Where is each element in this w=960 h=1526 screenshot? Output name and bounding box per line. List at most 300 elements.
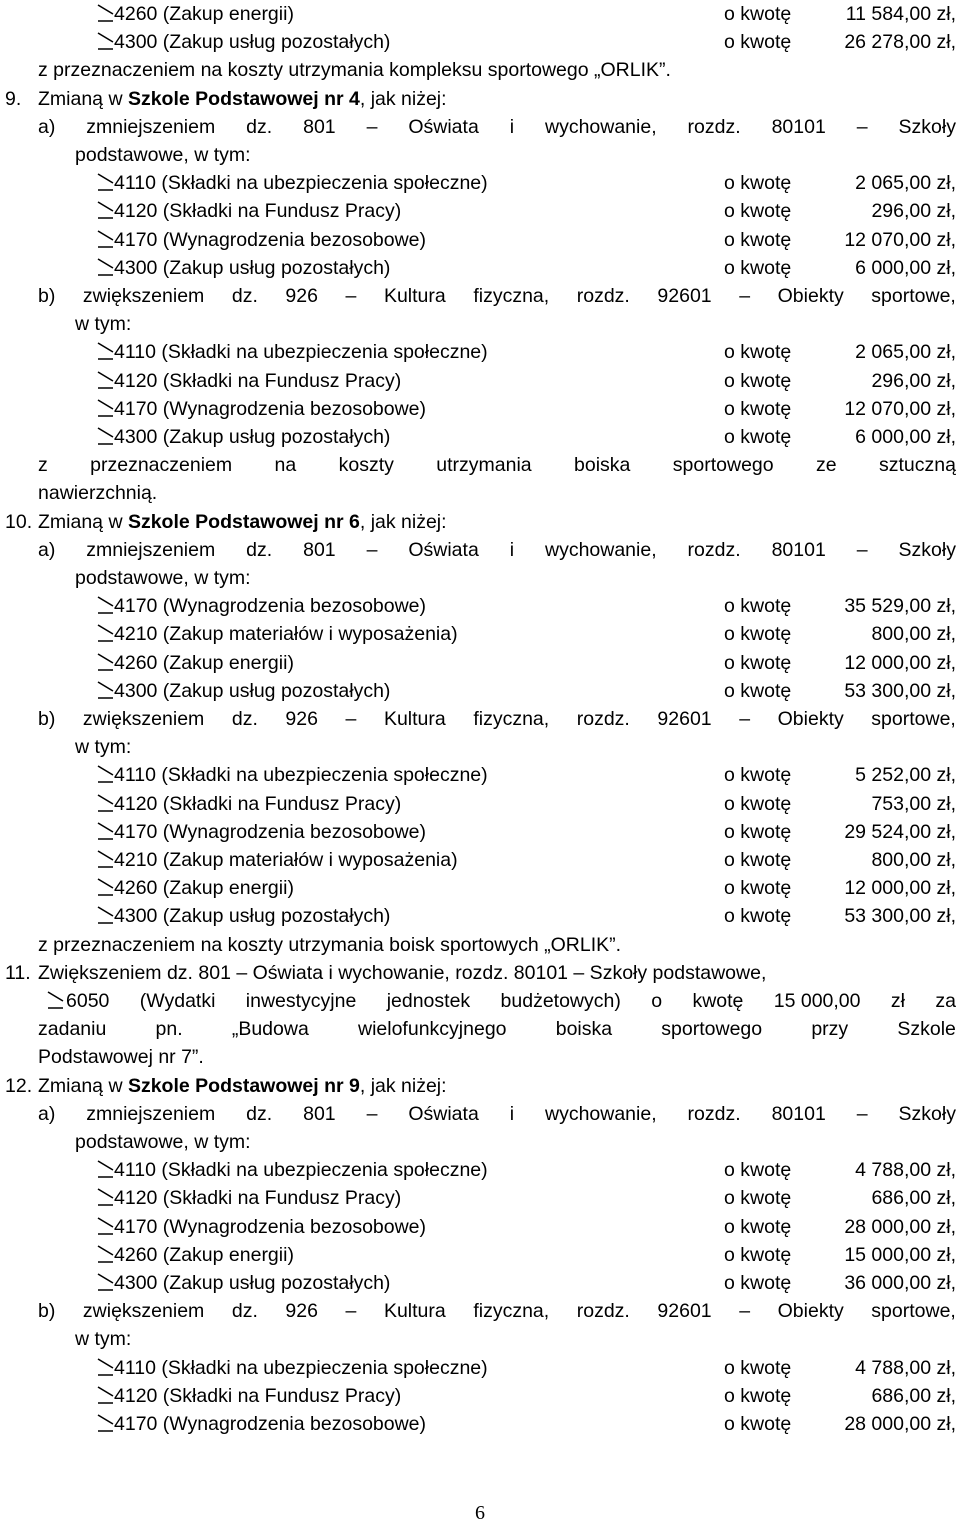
word: fizyczna, <box>473 708 550 730</box>
item-amount-label: o kwotę <box>724 1413 792 1435</box>
list-marker-icon <box>96 592 114 620</box>
list-marker-icon <box>96 226 114 254</box>
word: – <box>856 115 868 138</box>
page-number: 6 <box>475 1502 485 1524</box>
item-amount-label: o kwotę <box>724 341 792 364</box>
word: pn. <box>155 1018 183 1041</box>
list-marker-icon <box>96 169 114 197</box>
word: rozdz. <box>576 285 630 307</box>
budget-item-line <box>0 1269 960 1297</box>
item-amount-label: o kwotę <box>724 1384 792 1407</box>
list-marker-icon <box>96 367 114 395</box>
item-amount: 53 300,00 zł, <box>844 679 956 702</box>
budget-item <box>96 423 956 451</box>
budget-item-line <box>0 395 960 423</box>
list-marker-icon <box>96 1354 114 1382</box>
budget-item <box>96 197 956 225</box>
text-line: w tym: <box>75 313 132 336</box>
word: Szkoły <box>898 538 956 561</box>
list-marker-icon <box>96 395 114 423</box>
item-amount-label: o kwotę <box>724 228 792 251</box>
word: przeznaczeniem <box>90 454 233 477</box>
word: 92601 <box>657 285 712 307</box>
word: b) <box>38 708 56 730</box>
list-marker-icon <box>96 1213 114 1241</box>
item-description: 4260 (Zakup energii) <box>114 3 294 25</box>
word: Szkoły <box>898 115 956 138</box>
item-description: 4300 (Zakup usług pozostałych) <box>114 256 391 279</box>
list-marker-icon <box>96 0 114 28</box>
word: wychowanie, <box>544 538 657 561</box>
word: dz. <box>246 538 273 561</box>
budget-item <box>96 1269 956 1297</box>
item-amount-label: o kwotę <box>724 651 792 674</box>
justified-line <box>38 282 956 310</box>
item-description: 4170 (Wynagrodzenia bezosobowe) <box>114 820 427 843</box>
budget-item-line <box>0 790 960 818</box>
word: Szkole <box>897 1018 956 1041</box>
text-line: nawierzchnią. <box>38 482 158 505</box>
justified-line <box>38 1015 956 1043</box>
word: rozdz. <box>576 708 630 730</box>
word: z <box>38 454 48 477</box>
list-marker-icon <box>96 1156 114 1184</box>
item-amount-label: o kwotę <box>724 792 792 815</box>
list-marker-icon <box>96 1184 114 1212</box>
word: kwotę <box>692 990 744 1012</box>
word: zmniejszeniem <box>86 538 216 561</box>
item-amount: 36 000,00 zł, <box>844 1272 956 1294</box>
budget-item <box>96 338 956 366</box>
budget-item <box>96 846 956 874</box>
item-description: 4300 (Zakup usług pozostałych) <box>114 905 391 928</box>
section-title: Zmianą w Szkole Podstawowej nr 4, jak niżej: <box>38 87 447 110</box>
justified-line <box>38 705 956 733</box>
list-marker-icon <box>96 28 114 56</box>
item-description: 4300 (Zakup usług pozostałych) <box>114 679 391 702</box>
word: a) <box>38 115 56 138</box>
budget-item-line <box>0 818 960 846</box>
budget-item <box>96 1354 956 1382</box>
word: 15 000,00 <box>773 990 861 1012</box>
list-marker-icon <box>96 197 114 225</box>
word: rozdz. <box>576 1300 630 1323</box>
item-description: 4120 (Składki na Fundusz Pracy) <box>114 792 402 815</box>
item-description: 4210 (Zakup materiałów i wyposażenia) <box>114 623 458 646</box>
item-amount: 296,00 zł, <box>871 200 956 223</box>
item-amount: 12 000,00 zł, <box>844 651 956 674</box>
list-marker-icon <box>96 620 114 648</box>
item-amount: 296,00 zł, <box>871 369 956 392</box>
budget-item-line <box>0 874 960 902</box>
text-line: z przeznaczeniem na koszty utrzymania kompleksu sportowego „ORLIK”. <box>38 59 671 82</box>
budget-item-line <box>0 423 960 451</box>
item-amount: 5 252,00 zł, <box>855 764 956 787</box>
word: i <box>509 538 515 561</box>
budget-item <box>96 1156 956 1184</box>
word: o <box>651 990 663 1012</box>
item-amount: 686,00 zł, <box>871 1384 956 1407</box>
word: ze <box>816 454 837 477</box>
word: – <box>366 115 378 138</box>
word: a) <box>38 1102 56 1125</box>
word: 92601 <box>657 1300 712 1323</box>
item-amount: 11 584,00 zł, <box>845 3 956 25</box>
item-amount: 6 000,00 zł, <box>855 426 956 448</box>
word: 6050 <box>66 990 110 1012</box>
word: jednostek <box>386 990 471 1012</box>
item-amount: 2 065,00 zł, <box>855 341 956 364</box>
list-marker-icon <box>96 677 114 705</box>
item-description: 4300 (Zakup usług pozostałych) <box>114 1272 391 1294</box>
item-amount: 2 065,00 zł, <box>855 172 956 195</box>
budget-item <box>96 761 956 789</box>
budget-item <box>96 1184 956 1212</box>
word: sztuczną <box>879 454 956 477</box>
word: fizyczna, <box>473 1300 550 1323</box>
budget-item-line <box>0 677 960 705</box>
section-heading <box>0 508 960 536</box>
text-line: Podstawowej nr 7”. <box>38 1046 204 1069</box>
list-marker-icon <box>96 902 114 930</box>
word: Obiekty <box>777 285 844 307</box>
word: na <box>274 454 297 477</box>
item-amount: 12 070,00 zł, <box>844 397 956 420</box>
section-title: Zwiększeniem dz. 801 – Oświata i wychowanie, rozdz. 80101 – Szkoły podstawowe, <box>38 961 767 984</box>
word: i <box>509 1102 515 1125</box>
word: zł <box>890 990 905 1012</box>
item-amount-label: o kwotę <box>724 1159 792 1182</box>
budget-item <box>96 169 956 197</box>
word: zwiększeniem <box>82 708 205 730</box>
word: – <box>366 1102 378 1125</box>
item-amount: 53 300,00 zł, <box>844 905 956 928</box>
word: Szkoły <box>898 1102 956 1125</box>
item-description: 4260 (Zakup energii) <box>114 1243 294 1266</box>
budget-item <box>96 367 956 395</box>
word: 80101 <box>771 1102 826 1125</box>
word: 80101 <box>771 115 826 138</box>
item-amount-label: o kwotę <box>724 877 792 900</box>
word: b) <box>38 1300 56 1323</box>
text-line: z przeznaczeniem na koszty utrzymania boisk sportowych „ORLIK”. <box>38 933 622 956</box>
item-amount: 15 000,00 zł, <box>844 1243 956 1266</box>
list-marker-icon <box>96 1269 114 1297</box>
section-heading <box>0 1072 960 1100</box>
item-amount: 26 278,00 zł, <box>844 31 956 54</box>
word: budżetowych) <box>500 990 621 1012</box>
section-heading <box>0 85 960 113</box>
word: dz. <box>246 115 273 138</box>
word: 801 <box>303 1102 336 1125</box>
word: 926 <box>285 708 318 730</box>
item-amount: 12 070,00 zł, <box>844 228 956 251</box>
list-marker-icon <box>96 1410 114 1438</box>
word: boiska <box>574 454 631 477</box>
word: zwiększeniem <box>82 1300 205 1323</box>
item-description: 4110 (Składki na ubezpieczenia społeczne) <box>114 341 488 364</box>
word: zwiększeniem <box>82 285 205 307</box>
justified-line <box>38 113 956 141</box>
item-amount-label: o kwotę <box>724 1215 792 1238</box>
list-marker-icon <box>96 790 114 818</box>
item-description: 4210 (Zakup materiałów i wyposażenia) <box>114 849 458 871</box>
word: dz. <box>231 285 258 307</box>
budget-item <box>96 902 956 930</box>
item-amount-label: o kwotę <box>724 764 792 787</box>
word: dz. <box>231 1300 258 1323</box>
word: dz. <box>231 708 258 730</box>
item-amount-label: o kwotę <box>724 849 792 871</box>
item-description: 4110 (Składki na ubezpieczenia społeczne) <box>114 1356 488 1379</box>
item-description: 4170 (Wynagrodzenia bezosobowe) <box>114 595 427 618</box>
section-title: Zmianą w Szkole Podstawowej nr 9, jak niżej: <box>38 1074 447 1097</box>
budget-item <box>96 677 956 705</box>
item-description: 4170 (Wynagrodzenia bezosobowe) <box>114 1413 427 1435</box>
budget-item-line <box>0 367 960 395</box>
word: 801 <box>303 538 336 561</box>
item-amount: 800,00 zł, <box>871 849 956 871</box>
word: (Wydatki <box>139 990 216 1012</box>
word: 80101 <box>771 538 826 561</box>
item-description: 4110 (Składki na ubezpieczenia społeczne) <box>114 764 488 787</box>
item-amount-label: o kwotę <box>724 623 792 646</box>
word: – <box>739 1300 751 1323</box>
word: zmniejszeniem <box>86 1102 216 1125</box>
budget-item <box>96 790 956 818</box>
word: i <box>509 115 515 138</box>
section-heading <box>0 959 960 987</box>
word: Obiekty <box>777 1300 844 1323</box>
text-line: w tym: <box>75 1328 132 1351</box>
budget-item <box>96 226 956 254</box>
budget-item-line <box>0 28 960 56</box>
item-amount: 753,00 zł, <box>871 792 956 815</box>
list-marker-icon <box>96 1241 114 1269</box>
item-description: 4260 (Zakup energii) <box>114 651 294 674</box>
item-amount-label: o kwotę <box>724 595 792 618</box>
word: b) <box>38 285 56 307</box>
justified-line <box>38 1297 956 1325</box>
item-description: 4110 (Składki na ubezpieczenia społeczne) <box>114 1159 488 1182</box>
budget-item-line <box>0 1410 960 1438</box>
budget-item-line <box>0 197 960 225</box>
word: wychowanie, <box>544 1102 657 1125</box>
item-amount: 29 524,00 zł, <box>844 820 956 843</box>
list-marker-icon <box>96 874 114 902</box>
section-number: 11. <box>5 961 31 984</box>
justified-line <box>38 987 956 1015</box>
word: przy <box>811 1018 849 1041</box>
word: 92601 <box>657 708 712 730</box>
budget-item-line <box>0 1354 960 1382</box>
budget-item-line <box>0 254 960 282</box>
word: – <box>856 538 868 561</box>
budget-item-line <box>0 1184 960 1212</box>
item-amount-label: o kwotę <box>724 200 792 223</box>
item-amount: 800,00 zł, <box>871 623 956 646</box>
word: 926 <box>285 285 318 307</box>
word: – <box>739 285 751 307</box>
item-description: 4120 (Składki na Fundusz Pracy) <box>114 1187 402 1210</box>
budget-item-line <box>0 649 960 677</box>
item-amount-label: o kwotę <box>724 1243 792 1266</box>
word: 801 <box>303 115 336 138</box>
word: za <box>935 990 956 1012</box>
budget-item <box>96 649 956 677</box>
list-marker-icon <box>96 649 114 677</box>
justified-line <box>38 1100 956 1128</box>
list-marker-icon <box>96 338 114 366</box>
item-amount: 12 000,00 zł, <box>844 877 956 900</box>
item-amount: 35 529,00 zł, <box>844 595 956 618</box>
budget-item-line <box>0 169 960 197</box>
item-amount-label: o kwotę <box>724 31 792 54</box>
budget-item-line <box>0 846 960 874</box>
justified-line <box>38 536 956 564</box>
list-marker-icon <box>96 423 114 451</box>
item-amount: 686,00 zł, <box>871 1187 956 1210</box>
budget-item-line <box>0 0 960 28</box>
budget-item-line <box>0 1213 960 1241</box>
item-amount-label: o kwotę <box>724 905 792 928</box>
item-description: 4120 (Składki na Fundusz Pracy) <box>114 369 402 392</box>
budget-item-line <box>0 338 960 366</box>
item-amount: 4 788,00 zł, <box>855 1356 956 1379</box>
item-description: 4300 (Zakup usług pozostałych) <box>114 31 391 54</box>
budget-item-line <box>0 1241 960 1269</box>
word: Kultura <box>383 285 446 307</box>
item-amount-label: o kwotę <box>724 1356 792 1379</box>
budget-item-line <box>0 1382 960 1410</box>
budget-item <box>96 0 956 28</box>
section-number: 10. <box>5 510 33 533</box>
budget-item <box>96 395 956 423</box>
item-amount-label: o kwotę <box>724 820 792 843</box>
word: rozdz. <box>687 1102 741 1125</box>
word: Kultura <box>383 708 446 730</box>
list-marker-icon <box>96 254 114 282</box>
word: – <box>366 538 378 561</box>
budget-item <box>96 874 956 902</box>
item-amount-label: o kwotę <box>724 679 792 702</box>
section-number: 9. <box>5 87 22 110</box>
budget-item <box>96 592 956 620</box>
budget-item <box>96 1410 956 1438</box>
budget-item-line <box>0 902 960 930</box>
word: a) <box>38 538 56 561</box>
word: 926 <box>285 1300 318 1323</box>
word: – <box>345 708 357 730</box>
item-description: 4110 (Składki na ubezpieczenia społeczne) <box>114 172 488 195</box>
word: „Budowa <box>231 1018 309 1041</box>
item-amount-label: o kwotę <box>724 397 792 420</box>
item-description: 4170 (Wynagrodzenia bezosobowe) <box>114 228 427 251</box>
list-marker-icon <box>46 987 64 1015</box>
word: utrzymania <box>436 454 532 477</box>
word: – <box>739 708 751 730</box>
item-amount-label: o kwotę <box>724 3 792 25</box>
word: Kultura <box>383 1300 446 1323</box>
budget-item <box>96 1382 956 1410</box>
item-amount: 6 000,00 zł, <box>855 256 956 279</box>
item-amount: 4 788,00 zł, <box>855 1159 956 1182</box>
word: rozdz. <box>687 538 741 561</box>
word: rozdz. <box>687 115 741 138</box>
item-description: 4120 (Składki na Fundusz Pracy) <box>114 1384 402 1407</box>
word: Oświata <box>408 1102 479 1125</box>
justified-line <box>38 451 956 479</box>
word: zadaniu <box>38 1018 107 1041</box>
item-description: 4170 (Wynagrodzenia bezosobowe) <box>114 397 427 420</box>
item-amount-label: o kwotę <box>724 1272 792 1294</box>
list-marker-icon <box>96 761 114 789</box>
budget-item <box>96 818 956 846</box>
list-marker-icon <box>96 1382 114 1410</box>
item-amount-label: o kwotę <box>724 256 792 279</box>
word: dz. <box>246 1102 273 1125</box>
budget-item-line <box>0 592 960 620</box>
text-line: w tym: <box>75 736 132 759</box>
word: fizyczna, <box>473 285 550 307</box>
text-line: podstawowe, w tym: <box>75 567 251 589</box>
word: sportowego <box>672 454 774 477</box>
budget-item <box>96 254 956 282</box>
word: sportowego <box>661 1018 763 1041</box>
word: wychowanie, <box>544 115 657 138</box>
word: sportowe, <box>871 708 956 730</box>
text-line: podstawowe, w tym: <box>75 144 251 166</box>
word: sportowe, <box>871 1300 956 1323</box>
word: Obiekty <box>777 708 844 730</box>
section-title: Zmianą w Szkole Podstawowej nr 6, jak niżej: <box>38 510 447 533</box>
item-amount-label: o kwotę <box>724 369 792 392</box>
word: – <box>345 1300 357 1323</box>
item-amount: 28 000,00 zł, <box>844 1413 956 1435</box>
budget-item-line <box>0 226 960 254</box>
budget-item-line <box>0 620 960 648</box>
word: zmniejszeniem <box>86 115 216 138</box>
item-amount: 28 000,00 zł, <box>844 1215 956 1238</box>
budget-item <box>96 28 956 56</box>
word: – <box>345 285 357 307</box>
word: koszty <box>338 454 394 477</box>
section-number: 12. <box>5 1074 33 1097</box>
word: wielofunkcyjnego <box>358 1018 507 1041</box>
item-description: 4170 (Wynagrodzenia bezosobowe) <box>114 1215 427 1238</box>
word: – <box>856 1102 868 1125</box>
item-description: 4120 (Składki na Fundusz Pracy) <box>114 200 402 223</box>
budget-item <box>96 620 956 648</box>
item-description: 4300 (Zakup usług pozostałych) <box>114 426 391 448</box>
item-amount-label: o kwotę <box>724 172 792 195</box>
budget-item-line <box>0 761 960 789</box>
word: sportowe, <box>871 285 956 307</box>
word: boiska <box>555 1018 613 1041</box>
text-line: podstawowe, w tym: <box>75 1131 251 1153</box>
item-amount-label: o kwotę <box>724 426 792 448</box>
word: Oświata <box>408 538 479 561</box>
word: inwestycyjne <box>245 990 357 1012</box>
word: Oświata <box>408 115 479 138</box>
item-description: 4260 (Zakup energii) <box>114 877 294 900</box>
item-amount-label: o kwotę <box>724 1187 792 1210</box>
budget-item-line <box>0 1156 960 1184</box>
budget-item <box>96 1241 956 1269</box>
budget-item <box>96 1213 956 1241</box>
list-marker-icon <box>96 846 114 874</box>
list-marker-icon <box>96 818 114 846</box>
